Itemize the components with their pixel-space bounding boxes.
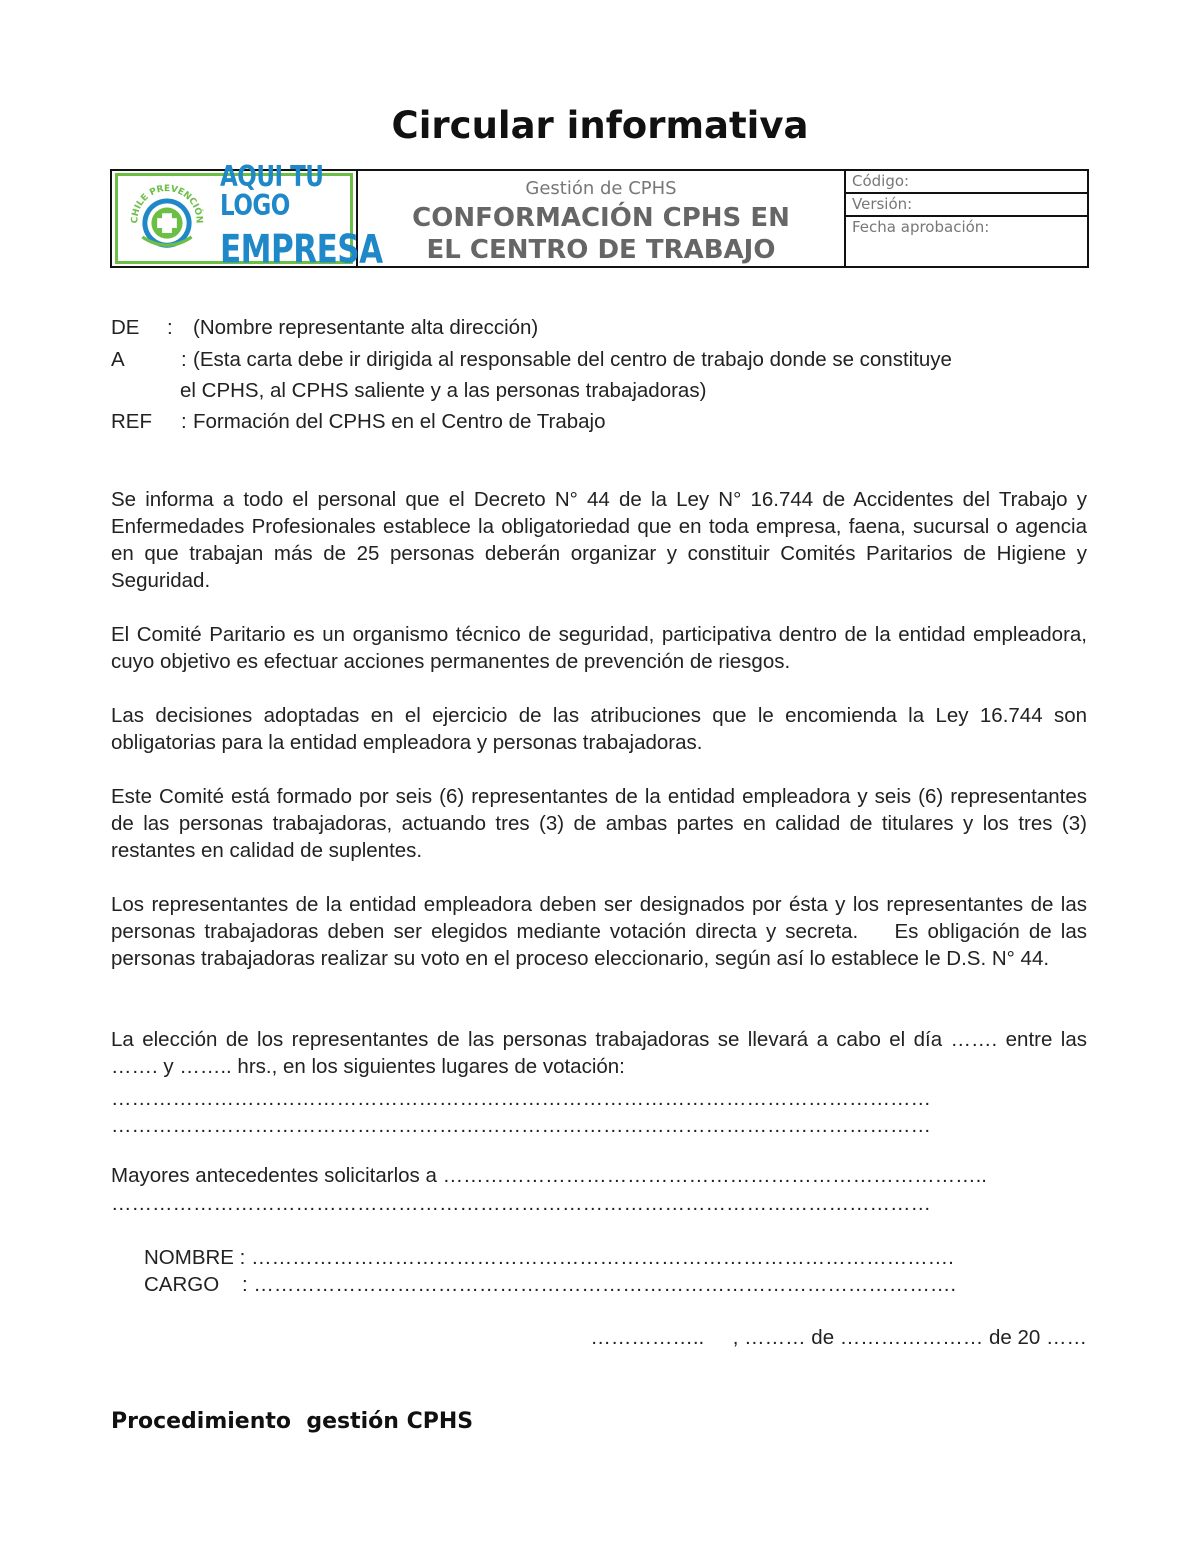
- ref-colon: :: [181, 410, 187, 433]
- de-value: (Nombre representante alta dirección): [193, 316, 539, 339]
- company-logo: [115, 161, 383, 273]
- a-label: A: [111, 348, 125, 371]
- ref-value: Formación del CPHS en el Centro de Trabajo: [193, 410, 606, 433]
- logo-text: [220, 161, 383, 273]
- header-meta-cell: [846, 171, 1087, 266]
- header-main-title: [358, 202, 844, 266]
- voting-places-line-1: …………………………………………………………………………………………………………: [111, 1087, 931, 1110]
- logo-line-1: AQUI TU LOGO: [220, 161, 324, 223]
- codigo-field: Código:: [846, 171, 1087, 194]
- paragraph-comite-paritario: El Comité Paritario es un organismo técnico de seguridad, participativa dentro de la entidad empleadora, cuyo objetivo es efectuar acciones permanentes de prevención de riesgos.: [111, 623, 1087, 673]
- paragraph-formacion: Este Comité está formado por seis (6) representantes de la entidad empleadora y seis (6) representantes de las personas trabajadoras, actuando tres (3) de ambas partes en calidad de titulares y los tres (3) restantes en calidad de suplentes.: [111, 785, 1087, 862]
- header-table: [110, 161, 1089, 273]
- paragraph-decisiones: Las decisiones adoptadas en el ejercicio de las atribuciones que le encomienda la Ley 16.744 son obligatorias para la entidad empleadora y personas trabajadoras.: [111, 704, 1087, 754]
- de-label: DE: [111, 316, 140, 339]
- paragraph-eleccion: La elección de los representantes de las personas trabajadoras se llevará a cabo el día ……. entre las ……. y …….. hrs., en los siguientes lugares de votación:: [111, 1028, 1087, 1078]
- fecha-aprobacion-field: Fecha aprobación:: [852, 218, 990, 236]
- a-value-line-2: el CPHS, al CPHS saliente y a las personas trabajadoras): [180, 379, 707, 402]
- version-field: Versión:: [846, 194, 1087, 217]
- paragraph-representantes: Los representantes de la entidad empleadora deben ser designados por ésta y los representantes de las personas trabajadoras deben ser elegidos mediante votación directa y secreta. Es obligación de las personas trabajadoras realizar su voto en el proceso eleccionario, según así lo establece le D.S. N° 44.: [111, 893, 1093, 970]
- paragraph-antecedentes: Mayores antecedentes solicitarlos a ……………………………………………………………………..: [111, 1164, 987, 1187]
- nombre-line: NOMBRE : ………………………………………………………………………………………….: [144, 1246, 954, 1269]
- document-title: Circular informativa: [391, 104, 809, 147]
- footer-procedure: Procedimiento gestión CPHS: [111, 1409, 474, 1434]
- logo-cell: [112, 161, 383, 273]
- cargo-line: CARGO : ………………………………………………………………………………………….: [144, 1273, 957, 1296]
- logo-line-2: EMPRESA: [220, 227, 383, 273]
- ref-label: REF: [111, 410, 152, 433]
- header-main-line-1: CONFORMACIÓN CPHS EN: [412, 203, 790, 233]
- prevention-emblem-icon: [126, 178, 208, 260]
- header-main-line-2: EL CENTRO DE TRABAJO: [426, 235, 776, 265]
- header-subtitle: Gestión de CPHS: [525, 178, 677, 199]
- antecedentes-line-2: …………………………………………………………………………………………………………: [111, 1192, 931, 1215]
- date-line: …………….. , ……… de ………………… de 20 ……: [590, 1326, 1087, 1349]
- paragraph-decreto: Se informa a todo el personal que el Decreto N° 44 de la Ley N° 16.744 de Accidentes del Trabajo y Enfermedades Profesionales establece la obligatoriedad que en toda empresa, faena, sucursal o agencia en que trabajan más de 25 personas deberán organizar y constituir Comités Paritarios de Higiene y Seguridad.: [111, 488, 1087, 592]
- a-value-line-1: (Esta carta debe ir dirigida al responsable del centro de trabajo donde se constituye: [193, 348, 952, 371]
- de-colon: :: [167, 316, 173, 339]
- svg-text:CHILE PREVENCIÓN: CHILE PREVENCIÓN: [130, 183, 204, 224]
- header-title-cell: [358, 171, 846, 266]
- voting-places-line-2: …………………………………………………………………………………………………………: [111, 1114, 931, 1137]
- a-colon: :: [181, 348, 187, 371]
